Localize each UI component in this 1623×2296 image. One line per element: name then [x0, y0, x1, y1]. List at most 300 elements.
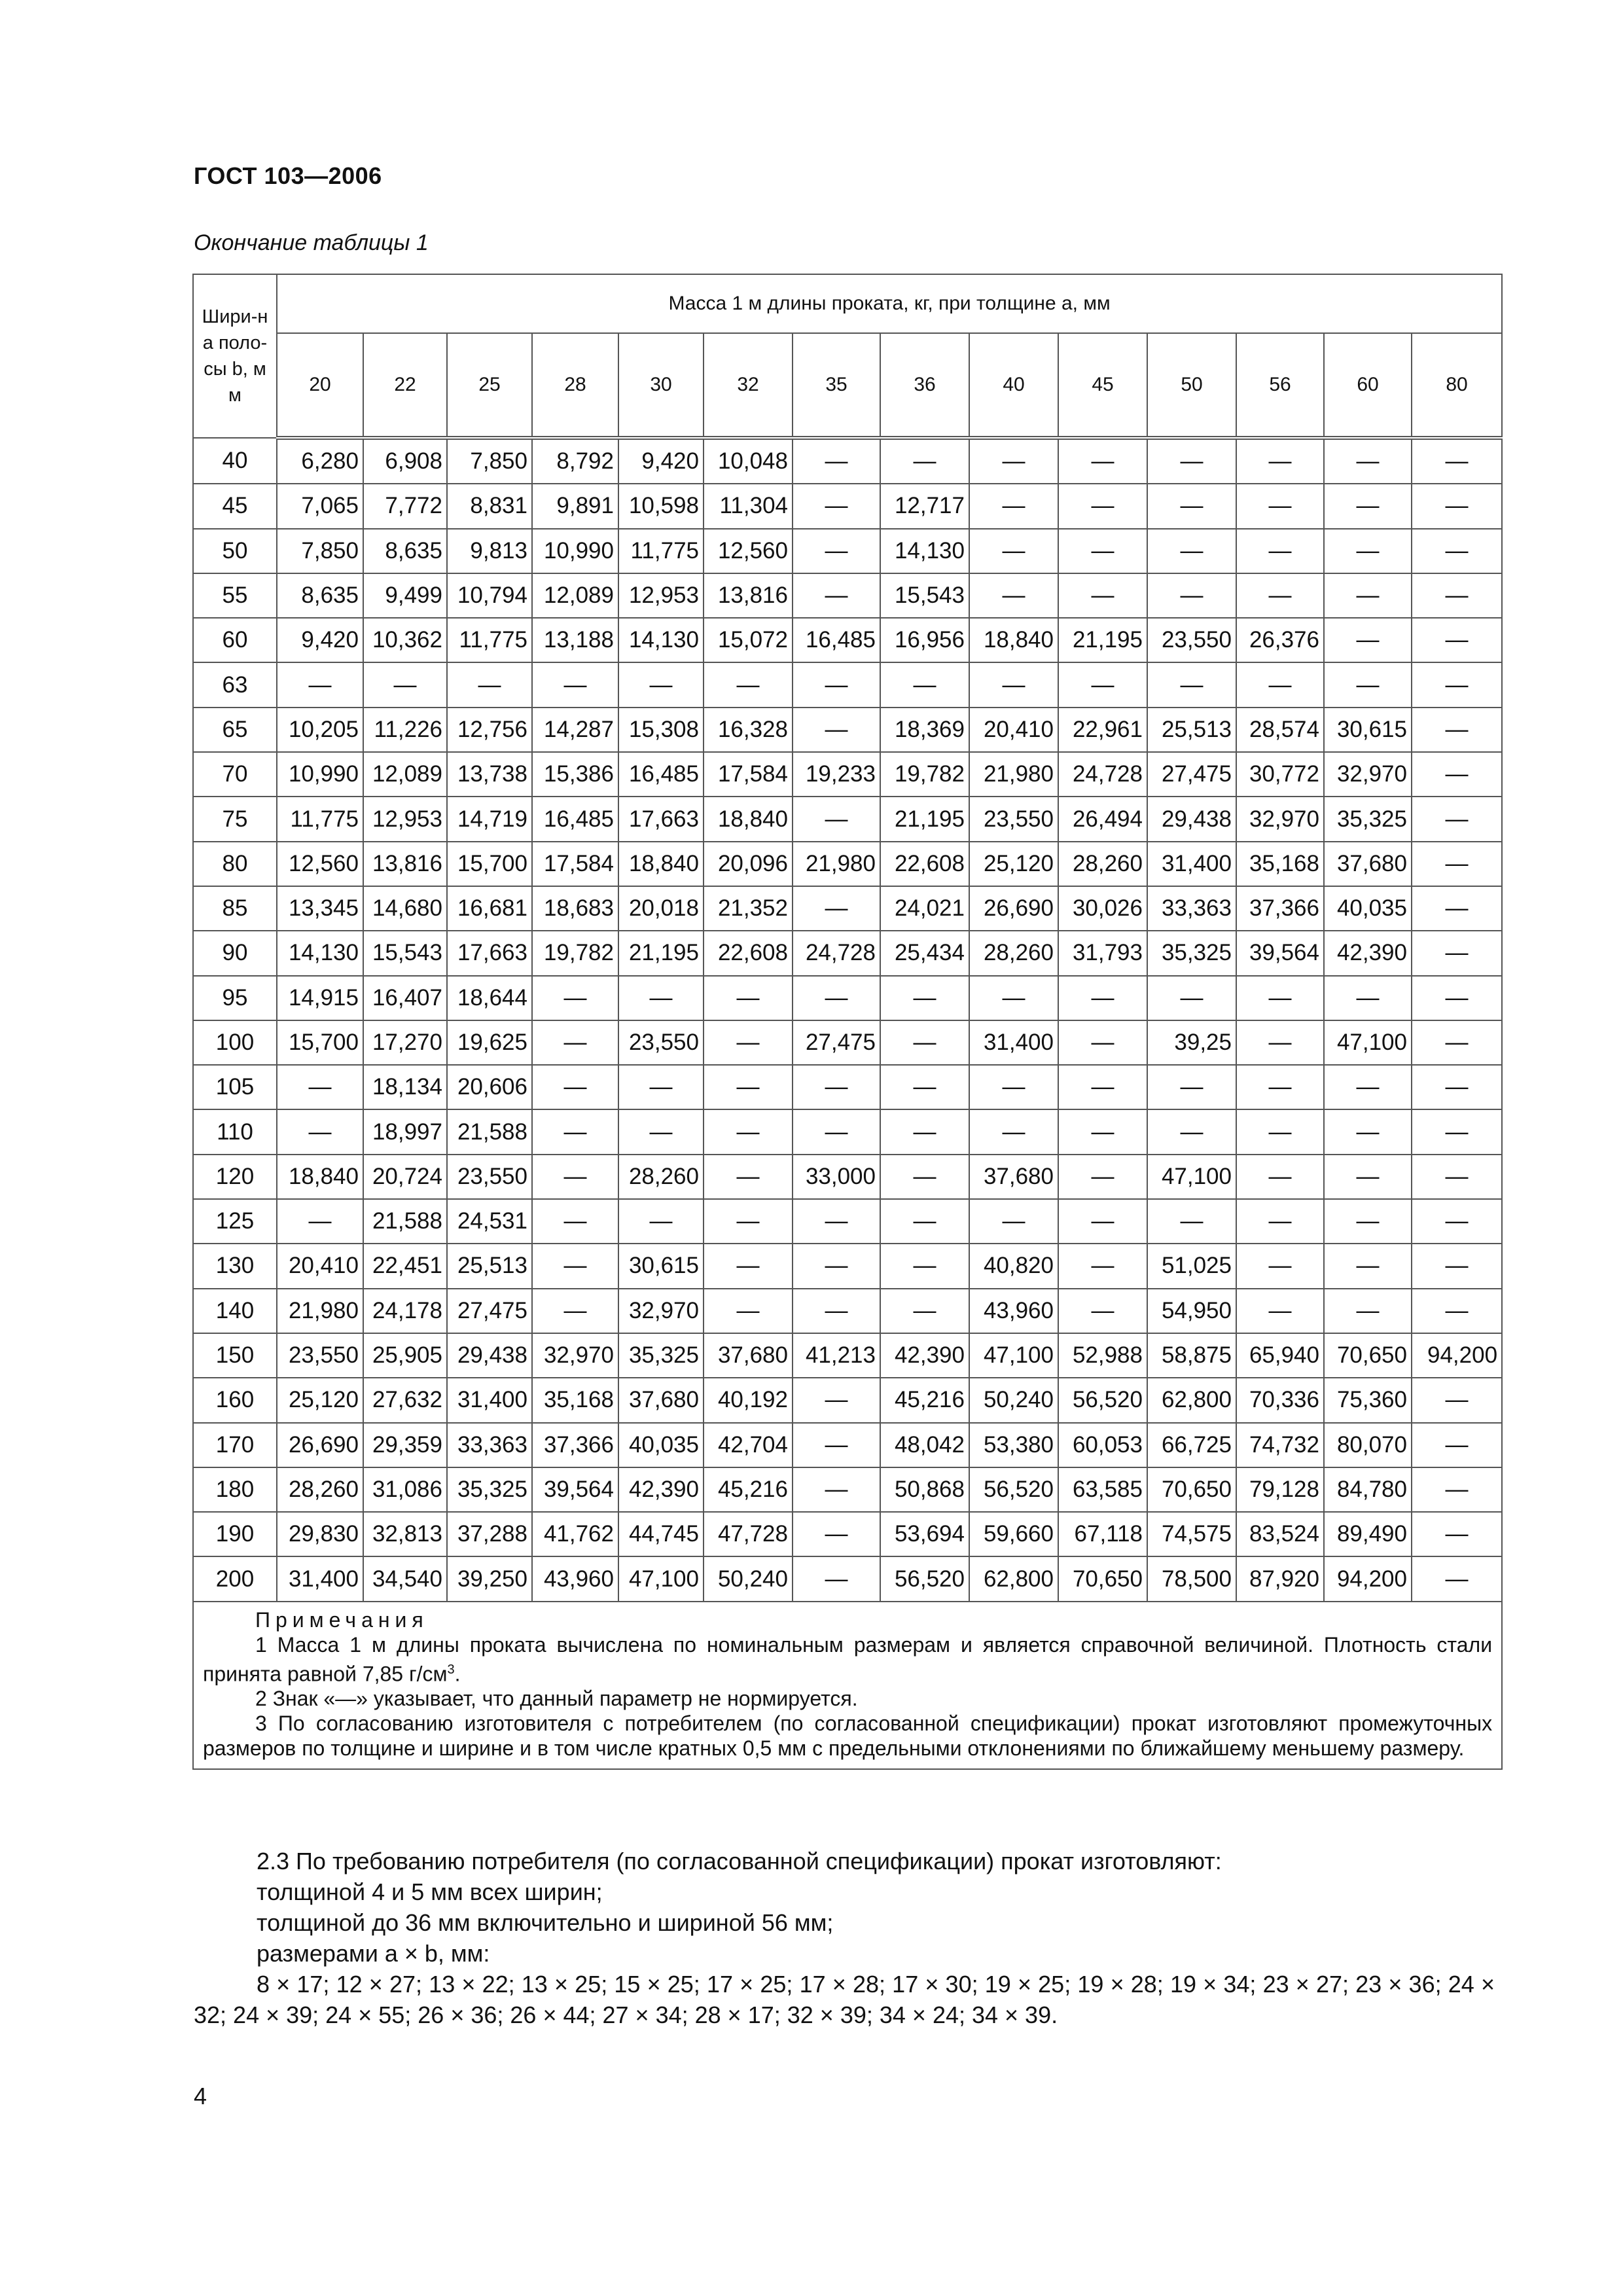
thickness-header-20: 20: [277, 333, 363, 438]
mass-cell: 18,840: [969, 618, 1058, 662]
mass-cell: —: [1412, 752, 1502, 797]
table-body: [193, 438, 1502, 1602]
width-cell: 125: [193, 1199, 277, 1244]
mass-cell: 24,021: [880, 886, 969, 931]
mass-cell: 32,970: [1236, 797, 1324, 841]
mass-cell: 37,366: [532, 1423, 618, 1467]
mass-cell: —: [1058, 573, 1147, 618]
mass-cell: 28,260: [618, 1155, 704, 1199]
table-row: [193, 1556, 1502, 1601]
mass-cell: 37,680: [704, 1333, 793, 1378]
width-cell: 45: [193, 484, 277, 528]
width-cell: 140: [193, 1289, 277, 1333]
mass-cell: 27,475: [1147, 752, 1236, 797]
mass-cell: 12,089: [532, 573, 618, 618]
mass-cell: 16,485: [793, 618, 880, 662]
mass-cell: 29,438: [1147, 797, 1236, 841]
thickness-header-40: 40: [969, 333, 1058, 438]
width-cell: 63: [193, 662, 277, 707]
mass-cell: —: [880, 1155, 969, 1199]
table-row: [193, 752, 1502, 797]
mass-cell: 32,970: [532, 1333, 618, 1378]
mass-cell: 19,782: [532, 931, 618, 975]
mass-cell: 10,362: [363, 618, 447, 662]
table-row: [193, 1467, 1502, 1512]
mass-cell: —: [793, 1065, 880, 1109]
mass-cell: —: [793, 1467, 880, 1512]
mass-cell: —: [969, 484, 1058, 528]
mass-cell: 45,216: [880, 1378, 969, 1422]
mass-cell: 32,970: [1324, 752, 1412, 797]
mass-cell: —: [532, 1155, 618, 1199]
mass-cell: —: [880, 976, 969, 1020]
mass-cell: —: [969, 1199, 1058, 1244]
mass-cell: —: [1412, 1020, 1502, 1065]
mass-cell: 33,363: [1147, 886, 1236, 931]
mass-cell: —: [880, 1020, 969, 1065]
mass-cell: 17,584: [704, 752, 793, 797]
mass-cell: 17,663: [447, 931, 532, 975]
mass-cell: —: [1147, 529, 1236, 573]
mass-cell: —: [1412, 1199, 1502, 1244]
mass-cell: —: [1236, 484, 1324, 528]
mass-cell: —: [969, 529, 1058, 573]
mass-cell: —: [1236, 573, 1324, 618]
thickness-header-56: 56: [1236, 333, 1324, 438]
mass-cell: —: [1236, 1065, 1324, 1109]
mass-cell: 13,738: [447, 752, 532, 797]
table-row: [193, 662, 1502, 707]
mass-cell: 23,550: [447, 1155, 532, 1199]
mass-cell: 40,035: [1324, 886, 1412, 931]
mass-cell: 12,717: [880, 484, 969, 528]
mass-cell: 70,650: [1058, 1556, 1147, 1601]
table-row: [193, 886, 1502, 931]
mass-cell: 37,680: [1324, 842, 1412, 886]
table-row: [193, 438, 1502, 484]
mass-cell: —: [1412, 1155, 1502, 1199]
width-cell: 40: [193, 438, 277, 484]
mass-cell: 11,226: [363, 708, 447, 752]
page-number: 4: [194, 2083, 207, 2109]
mass-cell: 14,130: [277, 931, 363, 975]
mass-cell: 52,988: [1058, 1333, 1147, 1378]
mass-cell: 47,728: [704, 1512, 793, 1556]
mass-cell: 31,793: [1058, 931, 1147, 975]
mass-cell: 41,213: [793, 1333, 880, 1378]
mass-cell: 28,260: [1058, 842, 1147, 886]
table-row: [193, 708, 1502, 752]
mass-cell: 15,386: [532, 752, 618, 797]
width-cell: 180: [193, 1467, 277, 1512]
mass-cell: —: [1236, 1155, 1324, 1199]
mass-cell: 44,745: [618, 1512, 704, 1556]
mass-cell: —: [532, 1244, 618, 1288]
mass-cell: 37,366: [1236, 886, 1324, 931]
mass-cell: 33,363: [447, 1423, 532, 1467]
mass-cell: 9,499: [363, 573, 447, 618]
mass-cell: 22,451: [363, 1244, 447, 1288]
mass-cell: —: [793, 573, 880, 618]
mass-cell: —: [1412, 1512, 1502, 1556]
paragraph-thickness-4-5: толщиной 4 и 5 мм всех ширин;: [257, 1878, 603, 1905]
width-cell: 75: [193, 797, 277, 841]
mass-cell: 32,813: [363, 1512, 447, 1556]
mass-cell: 11,775: [447, 618, 532, 662]
mass-cell: 15,308: [618, 708, 704, 752]
mass-cell: 27,632: [363, 1378, 447, 1422]
mass-cell: 70,650: [1324, 1333, 1412, 1378]
mass-cell: 18,840: [618, 842, 704, 886]
mass-cell: —: [1412, 1065, 1502, 1109]
mass-cell: 42,390: [618, 1467, 704, 1512]
mass-cell: 29,359: [363, 1423, 447, 1467]
mass-cell: 74,575: [1147, 1512, 1236, 1556]
mass-cell: 28,574: [1236, 708, 1324, 752]
thickness-header-45: 45: [1058, 333, 1147, 438]
mass-cell: —: [1058, 1155, 1147, 1199]
table-row: [193, 484, 1502, 528]
mass-cell: 47,100: [1324, 1020, 1412, 1065]
mass-cell: —: [1058, 1199, 1147, 1244]
mass-column-header: Масса 1 м длины проката, кг, при толщине a, мм: [277, 274, 1502, 333]
mass-cell: 62,800: [1147, 1378, 1236, 1422]
mass-cell: 25,905: [363, 1333, 447, 1378]
mass-cell: 22,608: [880, 842, 969, 886]
mass-cell: 9,420: [277, 618, 363, 662]
table-row: [193, 797, 1502, 841]
width-cell: 85: [193, 886, 277, 931]
mass-cell: 13,816: [704, 573, 793, 618]
mass-cell: 79,128: [1236, 1467, 1324, 1512]
mass-cell: —: [793, 1244, 880, 1288]
table-row: [193, 842, 1502, 886]
mass-cell: —: [880, 1289, 969, 1333]
mass-cell: 40,035: [618, 1423, 704, 1467]
mass-cell: 21,352: [704, 886, 793, 931]
mass-cell: 20,410: [277, 1244, 363, 1288]
mass-cell: —: [704, 1289, 793, 1333]
mass-cell: 70,336: [1236, 1378, 1324, 1422]
mass-cell: 63,585: [1058, 1467, 1147, 1512]
mass-cell: —: [1324, 438, 1412, 484]
width-cell: 70: [193, 752, 277, 797]
mass-cell: 47,100: [969, 1333, 1058, 1378]
mass-cell: 17,584: [532, 842, 618, 886]
mass-cell: —: [1324, 1109, 1412, 1154]
mass-cell: 12,756: [447, 708, 532, 752]
mass-cell: 10,205: [277, 708, 363, 752]
mass-cell: —: [1147, 1109, 1236, 1154]
mass-cell: 16,485: [532, 797, 618, 841]
mass-cell: 28,260: [969, 931, 1058, 975]
mass-cell: —: [1236, 1199, 1324, 1244]
mass-cell: 31,086: [363, 1467, 447, 1512]
mass-cell: 20,096: [704, 842, 793, 886]
mass-cell: 56,520: [880, 1556, 969, 1601]
mass-cell: 37,680: [618, 1378, 704, 1422]
mass-cell: 30,615: [1324, 708, 1412, 752]
mass-cell: —: [1236, 1020, 1324, 1065]
mass-cell: 24,728: [793, 931, 880, 975]
mass-cell: 94,200: [1412, 1333, 1502, 1378]
mass-cell: 14,915: [277, 976, 363, 1020]
mass-cell: 21,980: [969, 752, 1058, 797]
mass-cell: 43,960: [532, 1556, 618, 1601]
mass-cell: 58,875: [1147, 1333, 1236, 1378]
mass-cell: 31,400: [969, 1020, 1058, 1065]
mass-cell: —: [969, 573, 1058, 618]
paragraph-dimensions-label: размерами a × b, мм:: [257, 1940, 490, 1967]
mass-cell: 23,550: [969, 797, 1058, 841]
mass-cell: 30,026: [1058, 886, 1147, 931]
mass-cell: —: [532, 1199, 618, 1244]
mass-cell: 21,588: [363, 1199, 447, 1244]
width-cell: 190: [193, 1512, 277, 1556]
mass-cell: —: [793, 1556, 880, 1601]
mass-cell: 32,970: [618, 1289, 704, 1333]
mass-cell: 12,953: [618, 573, 704, 618]
mass-cell: —: [1058, 1289, 1147, 1333]
mass-cell: 22,961: [1058, 708, 1147, 752]
mass-cell: 25,120: [277, 1378, 363, 1422]
mass-cell: 11,775: [618, 529, 704, 573]
mass-cell: 10,048: [704, 438, 793, 484]
body-text: [194, 1846, 1495, 2030]
mass-cell: —: [618, 1109, 704, 1154]
mass-cell: 34,540: [363, 1556, 447, 1601]
mass-cell: —: [1412, 573, 1502, 618]
mass-cell: —: [704, 1020, 793, 1065]
mass-cell: 29,438: [447, 1333, 532, 1378]
mass-cell: 18,840: [704, 797, 793, 841]
mass-cell: —: [1324, 484, 1412, 528]
mass-cell: 21,195: [618, 931, 704, 975]
mass-cell: —: [1412, 931, 1502, 975]
mass-cell: 47,100: [618, 1556, 704, 1601]
mass-cell: 39,250: [447, 1556, 532, 1601]
mass-cell: —: [1412, 976, 1502, 1020]
mass-cell: 67,118: [1058, 1512, 1147, 1556]
mass-cell: 15,072: [704, 618, 793, 662]
mass-cell: 39,564: [1236, 931, 1324, 975]
width-cell: 170: [193, 1423, 277, 1467]
mass-cell: 43,960: [969, 1289, 1058, 1333]
width-cell: 120: [193, 1155, 277, 1199]
mass-cell: —: [880, 438, 969, 484]
mass-cell: —: [793, 1199, 880, 1244]
mass-cell: 18,644: [447, 976, 532, 1020]
mass-cell: 45,216: [704, 1467, 793, 1512]
mass-cell: —: [618, 1199, 704, 1244]
mass-cell: —: [704, 1199, 793, 1244]
mass-cell: —: [1324, 1199, 1412, 1244]
thickness-header-36: 36: [880, 333, 969, 438]
mass-cell: 21,980: [793, 842, 880, 886]
mass-cell: 13,816: [363, 842, 447, 886]
mass-cell: —: [277, 1065, 363, 1109]
mass-cell: 7,065: [277, 484, 363, 528]
mass-cell: 15,700: [277, 1020, 363, 1065]
mass-cell: 17,663: [618, 797, 704, 841]
mass-cell: 42,390: [1324, 931, 1412, 975]
mass-cell: 30,615: [618, 1244, 704, 1288]
mass-cell: 14,130: [880, 529, 969, 573]
mass-cell: 47,100: [1147, 1155, 1236, 1199]
mass-cell: 94,200: [1324, 1556, 1412, 1601]
mass-cell: —: [1058, 484, 1147, 528]
mass-cell: 60,053: [1058, 1423, 1147, 1467]
mass-cell: 35,325: [618, 1333, 704, 1378]
width-cell: 60: [193, 618, 277, 662]
mass-cell: 35,168: [532, 1378, 618, 1422]
mass-cell: 48,042: [880, 1423, 969, 1467]
mass-cell: 23,550: [618, 1020, 704, 1065]
table-row: [193, 931, 1502, 975]
mass-cell: 42,390: [880, 1333, 969, 1378]
mass-cell: —: [704, 1065, 793, 1109]
mass-cell: 19,625: [447, 1020, 532, 1065]
mass-cell: 9,420: [618, 438, 704, 484]
thickness-header-25: 25: [447, 333, 532, 438]
mass-cell: 16,681: [447, 886, 532, 931]
mass-cell: 21,195: [1058, 618, 1147, 662]
mass-cell: —: [1412, 618, 1502, 662]
mass-cell: —: [1058, 976, 1147, 1020]
mass-cell: 24,531: [447, 1199, 532, 1244]
mass-cell: —: [793, 1289, 880, 1333]
mass-cell: 15,543: [880, 573, 969, 618]
header-row-mass: [193, 274, 1502, 333]
mass-cell: —: [1058, 1244, 1147, 1288]
mass-cell: 9,891: [532, 484, 618, 528]
mass-cell: 40,192: [704, 1378, 793, 1422]
mass-cell: —: [1412, 662, 1502, 707]
paragraph-2-3: 2.3 По требованию потребителя (по согласованной спецификации) прокат изготовляют:: [257, 1848, 1222, 1874]
mass-cell: 87,920: [1236, 1556, 1324, 1601]
mass-cell: 14,287: [532, 708, 618, 752]
mass-cell: 6,908: [363, 438, 447, 484]
mass-cell: —: [704, 662, 793, 707]
mass-cell: —: [1147, 438, 1236, 484]
mass-cell: —: [1412, 1244, 1502, 1288]
mass-cell: 35,325: [1147, 931, 1236, 975]
mass-cell: —: [618, 976, 704, 1020]
mass-cell: —: [793, 1423, 880, 1467]
mass-cell: 24,728: [1058, 752, 1147, 797]
mass-cell: 66,725: [1147, 1423, 1236, 1467]
mass-cell: 20,018: [618, 886, 704, 931]
mass-cell: —: [793, 976, 880, 1020]
mass-cell: —: [618, 1065, 704, 1109]
mass-cell: —: [793, 886, 880, 931]
mass-cell: —: [1412, 708, 1502, 752]
mass-cell: 30,772: [1236, 752, 1324, 797]
table-row: [193, 1065, 1502, 1109]
mass-cell: 28,260: [277, 1467, 363, 1512]
document-code: ГОСТ 103—2006: [194, 162, 382, 189]
mass-cell: —: [1058, 662, 1147, 707]
table-row: [193, 1244, 1502, 1288]
thickness-header-50: 50: [1147, 333, 1236, 438]
mass-cell: —: [1324, 573, 1412, 618]
mass-cell: —: [880, 1199, 969, 1244]
table-row: [193, 1378, 1502, 1422]
mass-cell: —: [1236, 1289, 1324, 1333]
mass-cell: —: [1324, 1065, 1412, 1109]
mass-cell: 41,762: [532, 1512, 618, 1556]
mass-cell: 70,650: [1147, 1467, 1236, 1512]
mass-cell: 56,520: [1058, 1378, 1147, 1422]
mass-cell: —: [1412, 438, 1502, 484]
mass-cell: 26,690: [277, 1423, 363, 1467]
mass-cell: 20,606: [447, 1065, 532, 1109]
mass-cell: —: [1324, 976, 1412, 1020]
mass-cell: —: [880, 1244, 969, 1288]
mass-cell: —: [793, 1378, 880, 1422]
mass-table-container: [192, 274, 1498, 1770]
notes-title: Примечания: [255, 1607, 429, 1632]
thickness-header-60: 60: [1324, 333, 1412, 438]
table-row: [193, 1155, 1502, 1199]
mass-cell: 18,840: [277, 1155, 363, 1199]
mass-cell: —: [704, 976, 793, 1020]
mass-cell: 21,588: [447, 1109, 532, 1154]
mass-cell: 8,635: [363, 529, 447, 573]
mass-cell: 11,775: [277, 797, 363, 841]
table-row: [193, 976, 1502, 1020]
mass-cell: 25,120: [969, 842, 1058, 886]
mass-cell: 6,280: [277, 438, 363, 484]
mass-cell: 16,956: [880, 618, 969, 662]
mass-cell: 19,233: [793, 752, 880, 797]
mass-cell: 7,772: [363, 484, 447, 528]
mass-cell: 39,564: [532, 1467, 618, 1512]
mass-cell: 25,434: [880, 931, 969, 975]
mass-cell: —: [793, 708, 880, 752]
mass-cell: —: [532, 1065, 618, 1109]
mass-cell: —: [277, 1109, 363, 1154]
mass-cell: 37,680: [969, 1155, 1058, 1199]
mass-cell: 89,490: [1324, 1512, 1412, 1556]
note-1-end: .: [454, 1662, 461, 1686]
header-row-thickness: [193, 333, 1502, 438]
mass-cell: 83,524: [1236, 1512, 1324, 1556]
mass-cell: —: [704, 1109, 793, 1154]
mass-cell: 12,560: [704, 529, 793, 573]
mass-cell: 21,195: [880, 797, 969, 841]
mass-cell: 20,410: [969, 708, 1058, 752]
mass-cell: 19,782: [880, 752, 969, 797]
mass-cell: 27,475: [793, 1020, 880, 1065]
width-cell: 65: [193, 708, 277, 752]
mass-cell: —: [1147, 662, 1236, 707]
mass-cell: —: [1236, 529, 1324, 573]
mass-cell: 26,376: [1236, 618, 1324, 662]
mass-cell: —: [880, 662, 969, 707]
mass-cell: —: [532, 1020, 618, 1065]
mass-cell: —: [969, 438, 1058, 484]
mass-cell: 23,550: [277, 1333, 363, 1378]
mass-cell: —: [793, 484, 880, 528]
mass-cell: —: [1058, 438, 1147, 484]
mass-cell: 14,680: [363, 886, 447, 931]
mass-cell: 10,598: [618, 484, 704, 528]
mass-cell: 14,130: [618, 618, 704, 662]
mass-cell: —: [1147, 1065, 1236, 1109]
mass-cell: 54,950: [1147, 1289, 1236, 1333]
mass-cell: 53,380: [969, 1423, 1058, 1467]
